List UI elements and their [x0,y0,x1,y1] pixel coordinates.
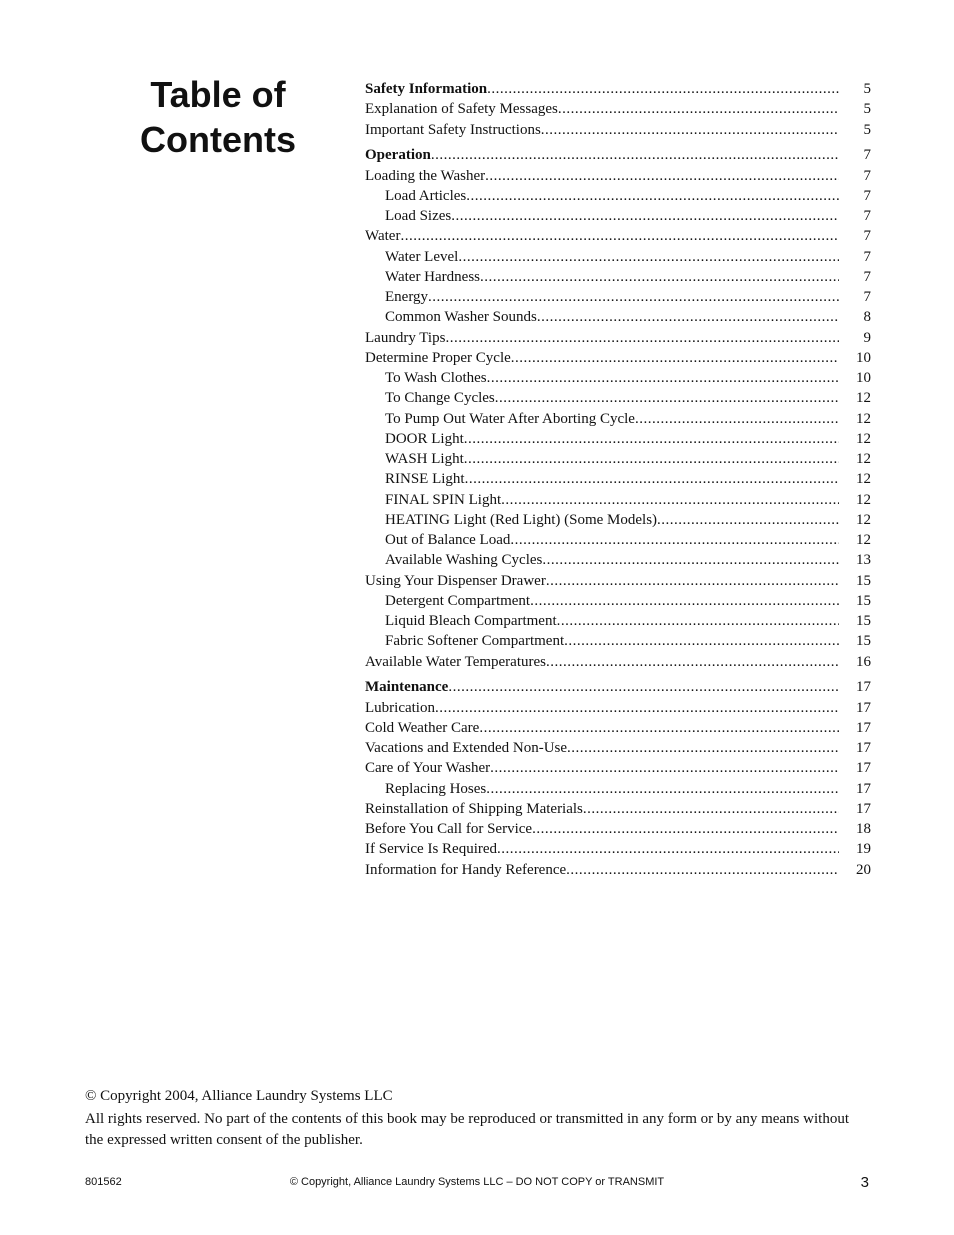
toc-entry-label: Water Level [385,248,459,265]
dot-leader [451,206,839,226]
toc-entry[interactable] [365,206,871,226]
dot-leader [567,738,839,758]
toc-entry-label: Operation [365,147,431,164]
toc-entry-page-number: 7 [863,208,871,224]
dot-leader [510,530,839,550]
toc-entry-label: Safety Information [365,81,488,97]
toc-entry[interactable] [365,738,871,758]
toc-section-entry[interactable] [365,145,871,165]
toc-entry[interactable] [365,328,871,348]
toc-entry[interactable] [365,530,871,550]
toc-entry[interactable] [365,348,871,368]
toc-section-entry[interactable] [365,79,871,99]
dot-leader [490,758,839,778]
toc-entry[interactable] [365,409,871,429]
dot-leader [542,550,839,570]
page-title-line1: Table of [150,74,286,115]
toc-entry-page-number: 10 [856,349,871,366]
dot-leader [464,429,839,449]
toc-entry-page-number: 12 [856,451,871,467]
toc-entry-label: Vacations and Extended Non-Use [365,740,568,756]
toc-entry[interactable] [365,490,871,510]
copyright-line: © Copyright 2004, Alliance Laundry Systems LLC [85,1088,393,1104]
toc-entry[interactable] [365,779,871,799]
toc-entry-label: WASH Light [385,451,464,467]
toc-entry-page-number: 7 [863,248,871,265]
toc-entry-page-number: 19 [856,841,871,858]
toc-entry-label: Detergent Compartment [385,592,531,609]
dot-leader [480,267,839,287]
dot-leader [564,631,839,651]
dot-leader [495,388,839,408]
toc-entry-page-number: 7 [863,147,871,164]
toc-entry[interactable] [365,307,871,327]
dot-leader [428,287,839,307]
toc-entry-label: Maintenance [365,679,449,696]
dot-leader [541,120,839,140]
document-number: 801562 [85,1176,122,1188]
dot-leader [479,718,839,738]
toc-entry-label: Explanation of Safety Messages [365,101,558,118]
toc-entry-label: Important Safety Instructions [365,121,541,138]
dot-leader [566,860,839,880]
dot-leader [486,779,839,799]
dot-leader [448,677,839,697]
toc-entry-page-number: 15 [856,633,871,650]
dot-leader [546,652,839,672]
toc-entry-label: Load Sizes [385,208,452,224]
toc-entry[interactable] [365,860,871,880]
toc-entry-label: To Wash Clothes [385,370,487,386]
dot-leader [583,799,839,819]
toc-entry-label: Fabric Softener Compartment [385,633,565,650]
toc-entry-label: RINSE Light [385,471,465,488]
toc-entry-label: To Change Cycles [385,390,495,407]
dot-leader [400,226,839,246]
dot-leader [464,449,839,469]
toc-entry-page-number: 12 [856,532,871,548]
toc-entry-label: Lubrication [365,699,435,716]
toc-entry[interactable] [365,652,871,672]
footer-copyright-notice: © Copyright, Alliance Laundry Systems LLC – DO NOT COPY or TRANSMIT [289,1176,665,1188]
toc-entry[interactable] [365,267,871,287]
toc-entry-page-number: 7 [863,289,871,305]
toc-entry-page-number: 7 [863,228,871,245]
dot-leader [431,145,839,165]
toc-entry[interactable] [365,839,871,859]
toc-entry-label: DOOR Light [385,430,464,447]
toc-entry[interactable] [365,718,871,738]
toc-entry-page-number: 17 [856,719,871,736]
page-footer [85,1174,869,1192]
toc-section-entry[interactable] [365,677,871,697]
toc-entry-page-number: 15 [856,572,871,589]
toc-entry[interactable] [365,469,871,489]
page-number: 3 [860,1174,869,1191]
toc-entry[interactable] [365,120,871,140]
toc-entry[interactable] [365,571,871,591]
toc-entry[interactable] [365,226,871,246]
toc-entry-label: Out of Balance Load [385,532,511,548]
toc-entry-page-number: 7 [863,187,871,204]
toc-entry-page-number: 15 [856,613,871,629]
toc-entry-label: Using Your Dispenser Drawer [365,572,546,589]
toc-entry-page-number: 17 [856,699,871,716]
toc-entry-page-number: 7 [863,268,871,285]
toc-entry-page-number: 5 [863,121,871,138]
table-of-contents [365,79,871,880]
toc-entry-label: Replacing Hoses [385,780,487,797]
toc-entry-page-number: 17 [856,780,871,797]
toc-entry-page-number: 17 [856,679,871,696]
toc-entry[interactable] [365,819,871,839]
toc-entry-label: If Service Is Required [365,841,498,858]
toc-entry-page-number: 12 [856,491,871,508]
dot-leader [530,591,839,611]
toc-entry-page-number: 8 [863,309,871,326]
toc-entry[interactable] [365,388,871,408]
toc-entry-label: Liquid Bleach Compartment [385,613,557,629]
toc-entry[interactable] [365,799,871,819]
toc-entry-page-number: 12 [856,390,871,407]
toc-entry[interactable] [365,186,871,206]
copyright-block [85,1086,865,1151]
toc-entry-page-number: 10 [856,370,871,386]
toc-entry-label: Water Hardness [385,268,481,285]
dot-leader [445,328,839,348]
toc-entry-page-number: 9 [863,329,871,346]
page-title-line2: Contents [140,119,296,160]
toc-entry-page-number: 5 [863,81,871,97]
dot-leader [485,166,839,186]
toc-entry[interactable] [365,591,871,611]
toc-entry-label: HEATING Light (Red Light) (Some Models) [385,511,658,528]
toc-entry-page-number: 12 [856,511,871,528]
dot-leader [557,611,839,631]
toc-entry-label: Common Washer Sounds [385,309,537,326]
toc-entry-page-number: 5 [863,101,871,118]
toc-entry-page-number: 12 [856,471,871,488]
toc-entry-page-number: 16 [856,653,871,670]
toc-entry-page-number: 7 [863,167,871,184]
dot-leader [635,409,839,429]
toc-entry-label: Reinstallation of Shipping Materials [365,800,583,817]
toc-entry-page-number: 20 [856,861,871,878]
dot-leader [546,571,839,591]
dot-leader [501,490,839,510]
toc-entry-label: Loading the Washer [365,167,486,184]
toc-entry[interactable] [365,99,871,119]
toc-entry-label: Water [365,228,401,245]
toc-entry[interactable] [365,758,871,778]
dot-leader [435,698,839,718]
dot-leader [465,469,839,489]
toc-entry[interactable] [365,247,871,267]
toc-entry[interactable] [365,287,871,307]
toc-entry-page-number: 17 [856,760,871,777]
toc-entry-page-number: 15 [856,592,871,609]
toc-entry-label: Laundry Tips [365,329,446,346]
dot-leader [458,247,839,267]
toc-entry[interactable] [365,611,871,631]
toc-entry[interactable] [365,550,871,570]
dot-leader [487,79,839,99]
rights-reserved-text: All rights reserved. No part of the contents of this book may be reproduced or transmitted in any form or by any means without the expressed written consent of the publisher. [85,1111,849,1148]
page-title [100,72,336,162]
toc-entry-label: Care of Your Washer [365,760,491,777]
toc-entry-label: To Pump Out Water After Aborting Cycle [385,410,635,427]
toc-entry[interactable] [365,368,871,388]
dot-leader [466,186,839,206]
toc-entry-page-number: 18 [856,821,871,837]
toc-entry-page-number: 13 [856,552,871,569]
toc-entry-page-number: 17 [856,800,871,817]
dot-leader [511,348,839,368]
toc-entry[interactable] [365,449,871,469]
toc-entry-label: Energy [385,289,429,305]
toc-entry[interactable] [365,698,871,718]
toc-entry-label: FINAL SPIN Light [385,491,502,508]
dot-leader [532,819,839,839]
toc-entry[interactable] [365,429,871,449]
toc-entry-label: Available Water Temperatures [365,653,546,670]
toc-entry-label: Information for Handy Reference [365,861,567,878]
toc-entry-label: Determine Proper Cycle [365,349,511,366]
toc-entry-label: Available Washing Cycles [385,552,543,569]
toc-entry-page-number: 12 [856,430,871,447]
dot-leader [497,839,839,859]
toc-entry-label: Load Articles [385,187,467,204]
dot-leader [487,368,839,388]
toc-entry-label: Cold Weather Care [365,719,480,736]
dot-leader [558,99,839,119]
toc-entry[interactable] [365,510,871,530]
dot-leader [657,510,839,530]
toc-entry[interactable] [365,631,871,651]
toc-entry-page-number: 12 [856,410,871,427]
dot-leader [537,307,839,327]
toc-entry-label: Before You Call for Service [365,821,533,837]
toc-entry[interactable] [365,166,871,186]
toc-entry-page-number: 17 [856,740,871,756]
